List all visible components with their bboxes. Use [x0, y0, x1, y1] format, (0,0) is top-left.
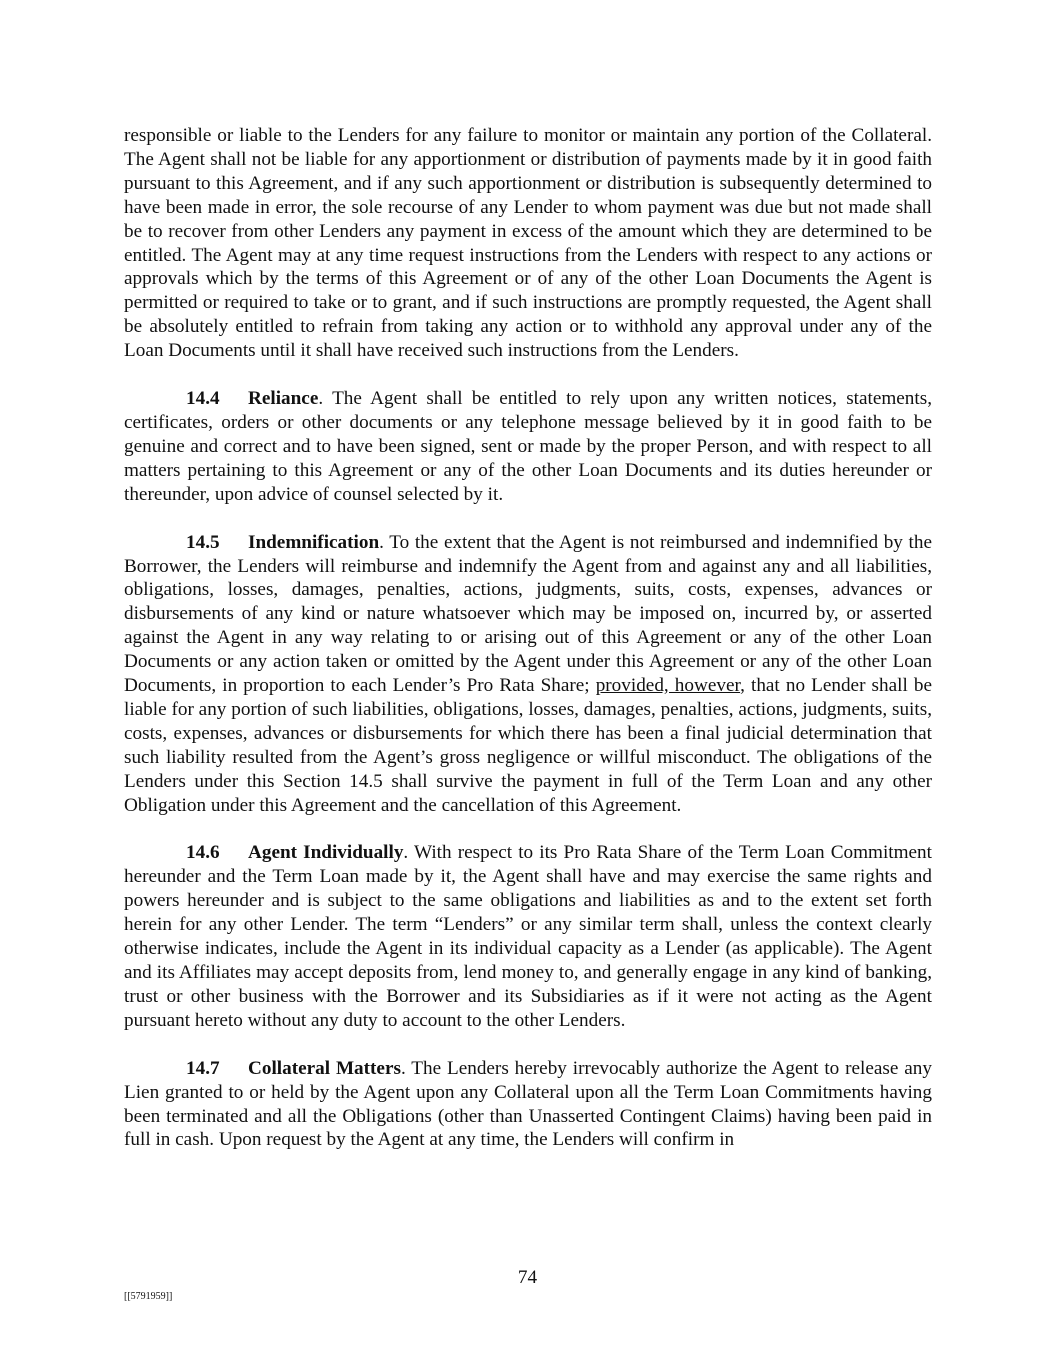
section-body: . The Agent shall be entitled to rely upon any written notices, statements, certificates, orders or other documents or any telephone message believed by it in good faith to be genuine and correct and to have been signed, sent or made by the proper Person, and with respect to all matters pertaining to this Agreement or any of the other Loan Documents and its duties hereunder or thereunder, upon advice of counsel selected by it. [124, 388, 932, 505]
section-14-4 [124, 387, 932, 507]
section-14-5 [124, 531, 932, 818]
section-14-7 [124, 1057, 932, 1153]
section-body: . With respect to its Pro Rata Share of the Term Loan Commitment hereunder and the Term Loan made by it, the Agent shall have and may exercise the same rights and powers hereunder and is subject to the same obligations and liabilities as and to the extent set forth herein for any other Lender. The term “Lenders” or any similar term shall, unless the context clearly otherwise indicates, include the Agent in its individual capacity as a Lender (as applicable). The Agent and its Affiliates may accept deposits from, lend money to, and generally engage in any kind of banking, trust or other business with the Borrower and its Subsidiaries as if it were not acting as the Agent pursuant hereto without any duty to account to the other Lenders. [124, 842, 932, 1031]
page-number: 74 [517, 1267, 538, 1288]
document-page [124, 124, 932, 1152]
section-body-part-2: , that no Lender shall be liable for any portion of such liabilities, obligations, losses, damages, penalties, actions, judgments, suits, costs, expenses, advances or disbursements for which there has been a final judicial determination that such liability resulted from the Agent’s gross negligence or willful misconduct. The obligations of the Lenders under this Section 14.5 shall survive the payment in full of the Term Loan and any other Obligation under this Agreement and the cancellation of this Agreement. [124, 675, 932, 816]
paragraph-continuation: responsible or liable to the Lenders for any failure to monitor or maintain any portion of the Collateral. The Agent shall not be liable for any apportionment or distribution of payments made by it in good faith pursuant to this Agreement, and if any such apportionment or distribution is subsequently determined to have been made in error, the sole recourse of any Lender to whom payment was due but not made shall be to recover from other Lenders any payment in excess of the amount which they are determined to be entitled. The Agent may at any time request instructions from the Lenders with respect to any actions or approvals which by the terms of this Agreement or of any of the other Loan Documents the Agent is permitted or required to take or to grant, and if such instructions are promptly requested, the Agent shall be absolutely entitled to refrain from taking any action or to withhold any approval under any of the Loan Documents until it shall have received such instructions from the Lenders. [124, 125, 932, 362]
document-id: [[5791959]] [124, 1291, 173, 1302]
underlined-proviso: provided, however [595, 675, 741, 697]
section-number: 14.7 [186, 1057, 220, 1079]
section-title: Collateral Matters [248, 1057, 401, 1079]
section-title: Reliance [248, 388, 319, 410]
section-number: 14.4 [186, 388, 220, 410]
section-title: Indemnification [248, 531, 380, 553]
section-body: . The Lenders hereby irrevocably authorize the Agent to release any Lien granted to or held by the Agent upon any Collateral upon all the Term Loan Commitments having been terminated and all the Obligations (other than Unasserted Contingent Claims) having been paid in full in cash. Upon request by the Agent at any time, the Lenders will confirm in [124, 1057, 932, 1151]
section-number: 14.5 [186, 531, 220, 553]
section-title: Agent Individually [248, 842, 404, 864]
section-number: 14.6 [186, 842, 220, 864]
section-14-6 [124, 841, 932, 1032]
section-body-part-1: . To the extent that the Agent is not reimbursed and indemnified by the Borrower, the Lenders will reimburse and indemnify the Agent from and against any and all liabilities, obligations, losses, damages, penalties, actions, judgments, suits, costs, expenses, advances or disbursements of any kind or nature whatsoever which may be imposed on, incurred by, or asserted against the Agent in any way relating to or arising out of this Agreement or any of the other Loan Documents or any action taken or omitted by the Agent under this Agreement or any of the other Loan Documents, in proportion to each Lender’s Pro Rata Share; [124, 531, 932, 697]
